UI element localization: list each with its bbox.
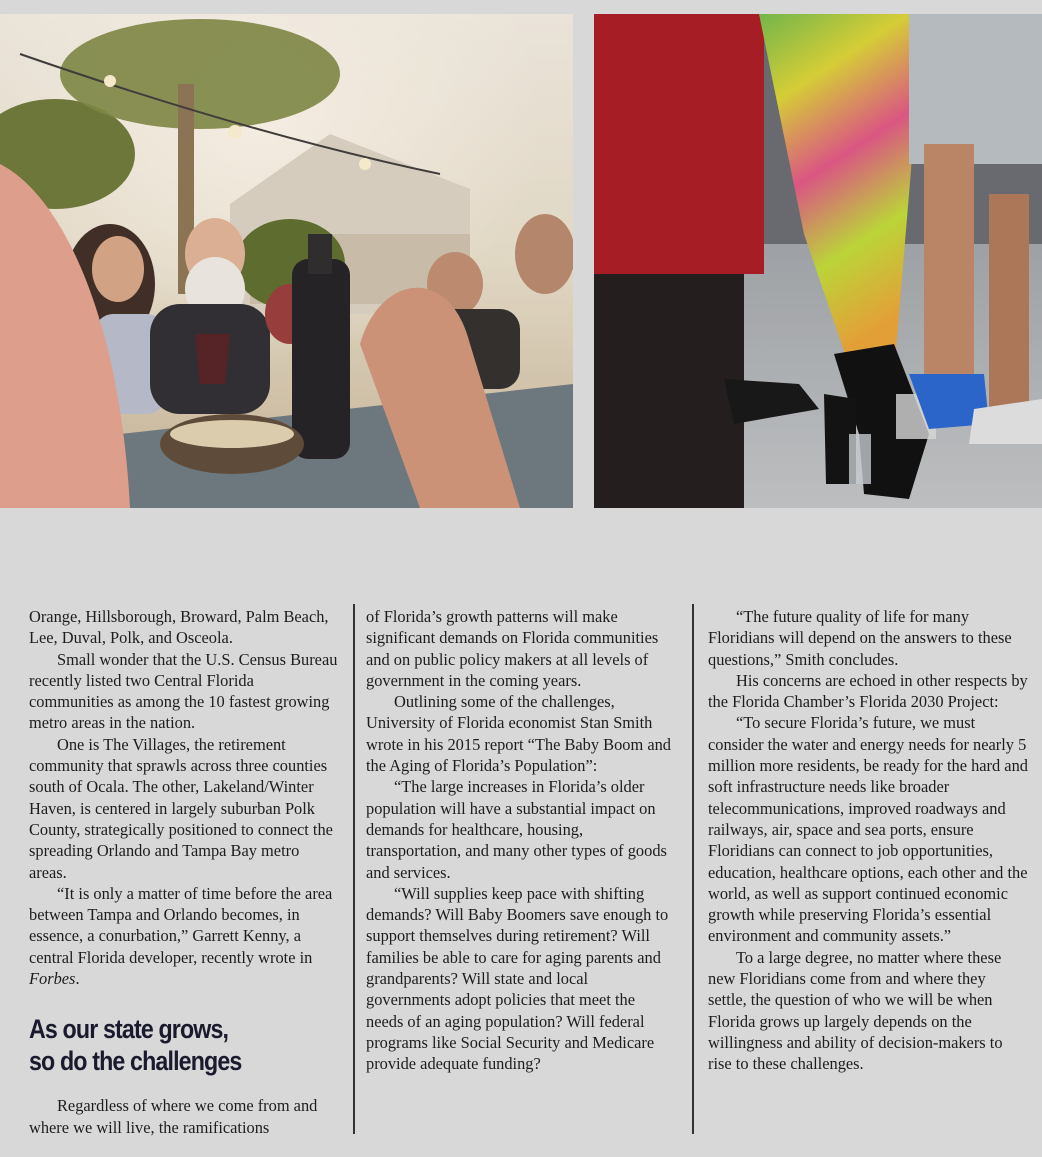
paragraph: Regardless of where we come from and where we will live, the ramifications (29, 1096, 318, 1137)
paragraph (29, 883, 341, 989)
column-divider (692, 604, 694, 1134)
paragraph: of Florida’s growth patterns will make significant demands on Florida communities and on public policy makers at all levels of government in the coming years. (366, 607, 659, 690)
street-legs-pride-photo (594, 14, 1042, 508)
outdoor-dinner-party-photo (0, 14, 573, 508)
section-subhead (29, 1013, 321, 1077)
subhead-line-2: so do the challenges (29, 1046, 242, 1077)
paragraph-text: . (75, 969, 80, 989)
paragraph: One is The Villages, the retirement community that sprawls across three counties south of Ocala. The other, Lakeland/Winter Haven, is centered in largely suburban Polk County, strategically positioned to connect the spreading Orlando and Tampa Bay metro areas. (29, 734, 333, 882)
subhead-line-1: As our state grows, (29, 1014, 229, 1045)
column-divider (353, 604, 355, 1134)
paragraph: To a large degree, no matter where these new Floridians come from and where they settle, the question of who we will be when Florida grows up largely depends on the willingness and ability of decision-makers to rise to these challenges. (708, 947, 1003, 1074)
paragraph-text: “It is only a matter of time before the area between Tampa and Orlando becomes, in essence, a conurbation,” Garrett Kenny, a central Florida developer, recently wrote in (29, 883, 333, 967)
paragraph: “Will supplies keep pace with shifting demands? Will Baby Boomers save enough to support themselves during retirement? Will families be able to care for aging parents and grandparents? Will state and local governments adopt policies that meet the needs of an aging population? Will federal programs like Social Security and Medicare provide adequate funding? (366, 883, 669, 1074)
publication-name: Forbes (29, 969, 76, 989)
paragraph: Small wonder that the U.S. Census Bureau recently listed two Central Florida communities as among the 10 fastest growing metro areas in the nation. (29, 649, 338, 733)
paragraph: Outlining some of the challenges, University of Florida economist Stan Smith wrote in his 2015 report “The Baby Boom and the Aging of Florida’s Population”: (366, 692, 671, 776)
paragraph: “The future quality of life for many Floridians will depend on the answers to these questions,” Smith concludes. (708, 607, 1012, 669)
article-column-1 (29, 606, 341, 1138)
article-column-3 (708, 606, 1028, 1075)
paragraph: Orange, Hillsborough, Broward, Palm Beach, Lee, Duval, Polk, and Osceola. (29, 607, 329, 648)
paragraph: His concerns are echoed in other respects by the Florida Chamber’s Florida 2030 Project: (708, 670, 1028, 712)
article-column-2 (366, 606, 672, 1075)
paragraph: “The large increases in Florida’s older population will have a substantial impact on demands for healthcare, housing, transportation, and many other types of goods and services. (366, 777, 667, 882)
paragraph: “To secure Florida’s future, we must consider the water and energy needs for nearly 5 million more residents, be ready for the hard and soft infrastructure needs like broader telecommunications, improved roadways and railways, air, space and sea ports, ensure Floridians can connect to job opportunities, education, healthcare options, each other and the world, as well as support continued economic growth while preserving Florida’s essential environment and community assets.” (708, 713, 1028, 946)
